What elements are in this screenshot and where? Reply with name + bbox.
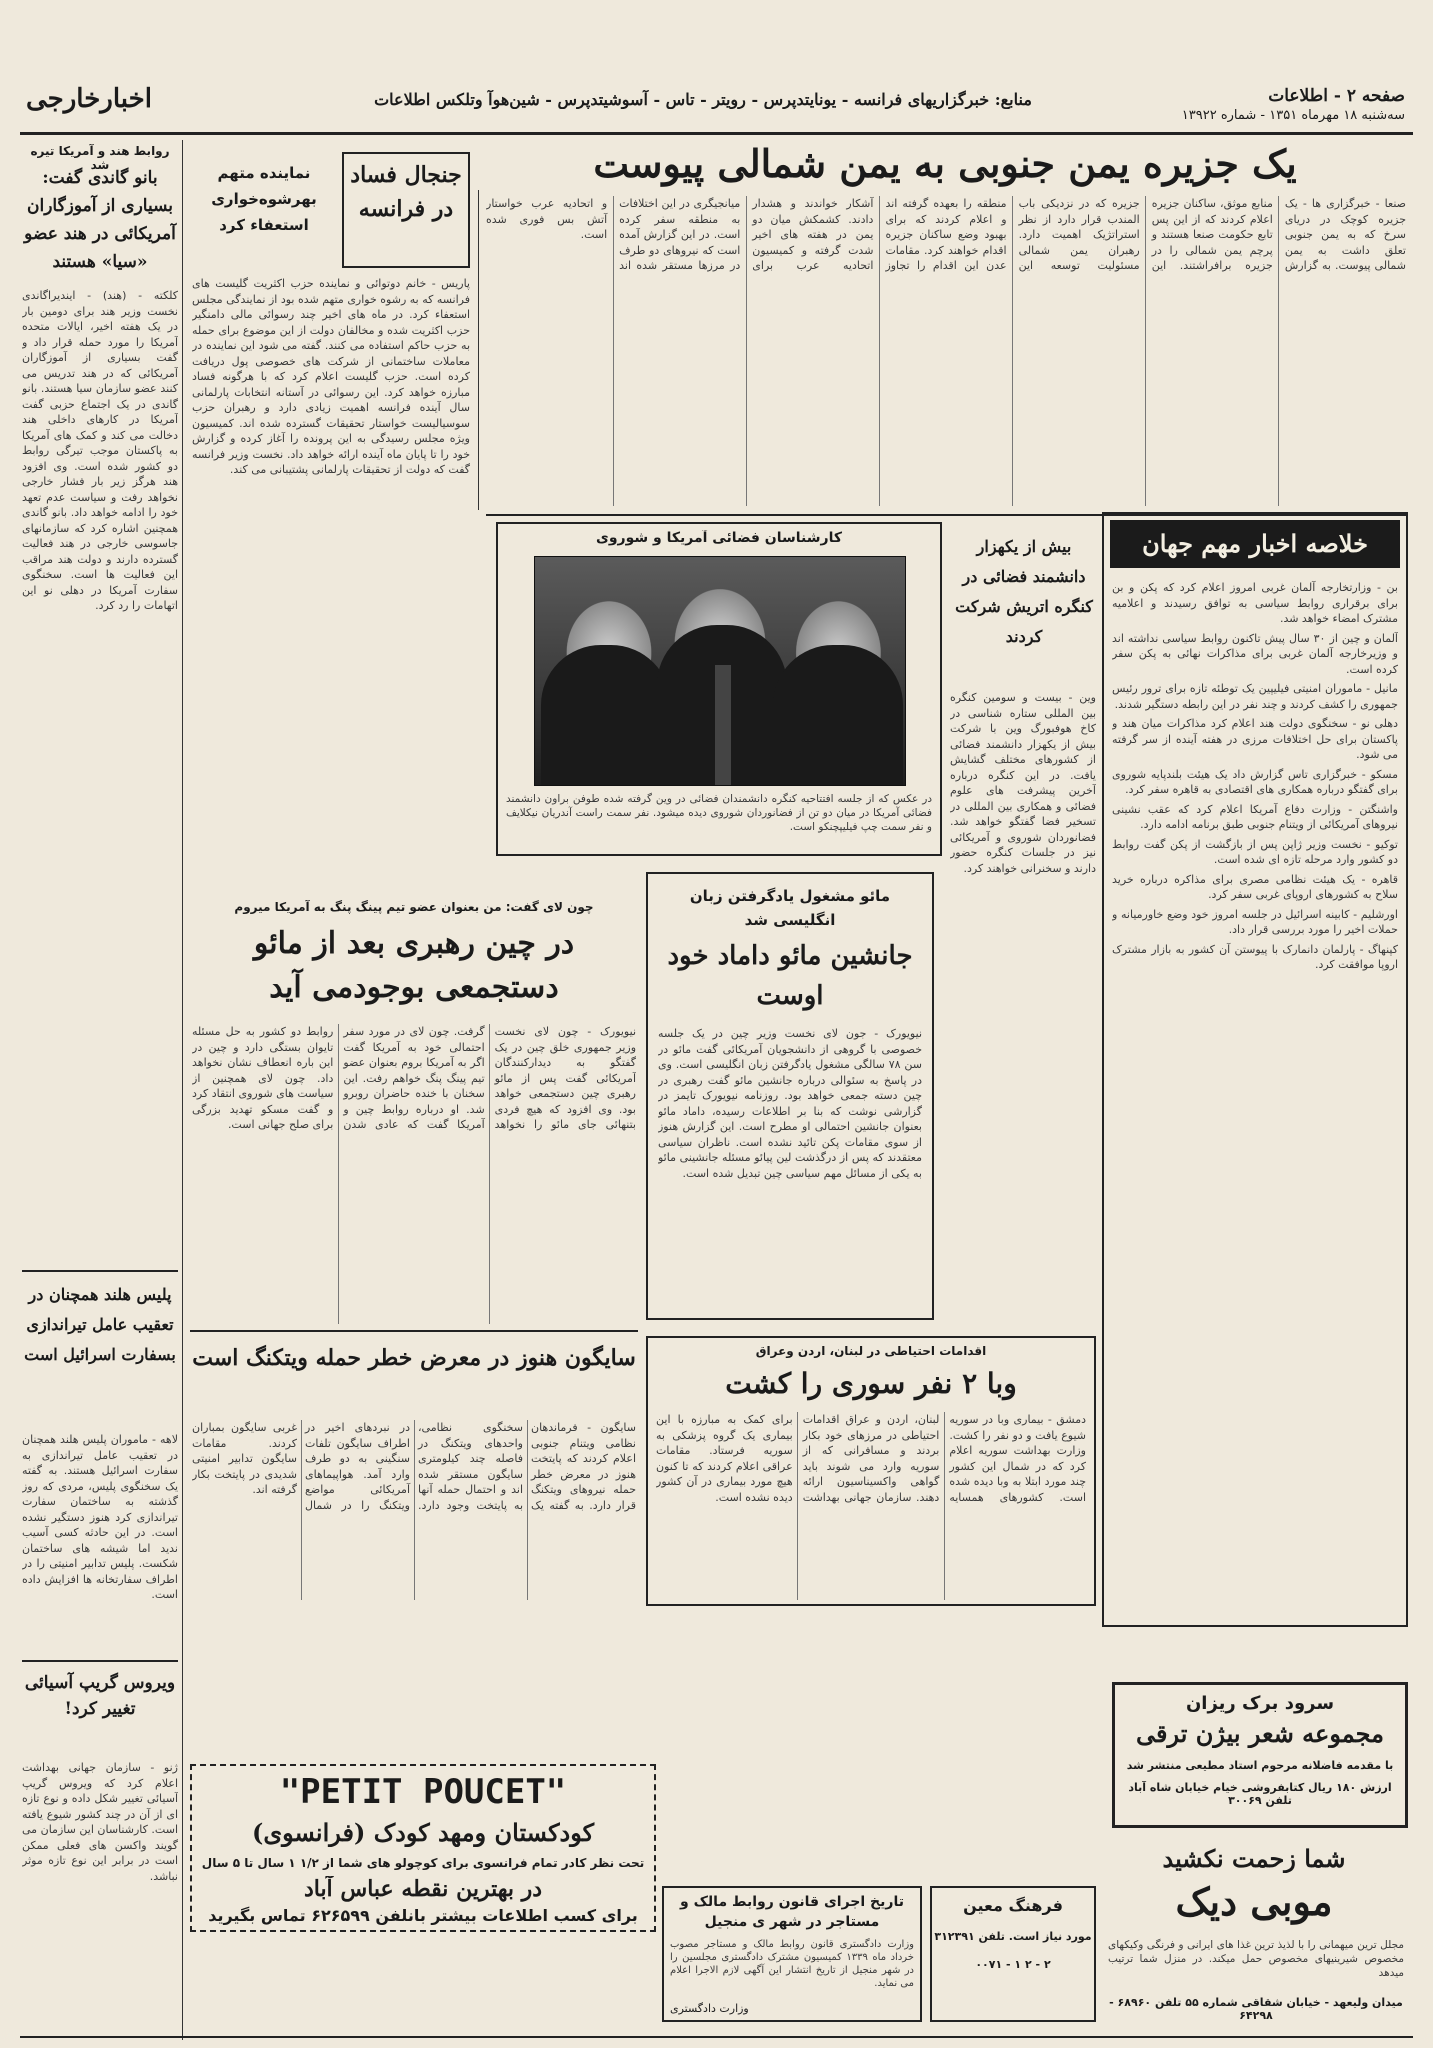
- petit-poucet-line1: تحت نظر کادر تمام فرانسوی برای کوچولو های شما از ۱/۲ ۱ سال تا ۵ سال: [201, 1856, 645, 1870]
- france-headline: نماینده متهم بهرشوه‌خواری استعفاء کرد: [211, 164, 317, 234]
- farhang-moein-ad: [930, 1886, 1096, 2022]
- poem-price: ارزش ۱۸۰ ریال کتابفروشی خیام خیابان شاه آباد تلفن ۳۰۰۶۹: [1128, 1781, 1392, 1807]
- left-column: [22, 140, 178, 2040]
- moby-top: شما زحمت نکشید: [1162, 1844, 1346, 1873]
- world-news-summary: [1102, 512, 1408, 1627]
- space-body: وین - بیست و سومین کنگره بین المللی ستاره شناسی در کاخ هوفبورگ وین با شرکت بیش از یکهزار دانشمند فضائی از کشورهای مختلف گشایش یافت. در این کنگره درباره آخرین پیشرفت های علوم فضائی و همکاری بین المللی در تسخیر فضا گفتگو خواهد شد. فضانوردان شوروی و آمریکائی نیز در جلسات کنگره حضور دارند و سخنرانی خواهند کرد.: [950, 691, 1096, 875]
- poem-book-name: مجموعه شعر بیژن ترقی: [1136, 1719, 1384, 1748]
- moby-address: میدان ولیعهد - خیابان شقاقی شماره ۵۵ تلفن ۶۸۹۶۰ - ۶۴۲۹۸: [1109, 1996, 1403, 2022]
- masthead: [20, 82, 1413, 130]
- cholera-headline: وبا ۲ نفر سوری را کشت: [725, 1367, 1017, 1400]
- page-label: صفحه ۲ - اطلاعات: [1268, 86, 1405, 106]
- summary-title: خلاصه اخبار مهم جهان: [1110, 520, 1400, 568]
- mao-headline: جانشین مائو داماد خود اوست: [667, 941, 913, 1011]
- masthead-rule: [20, 132, 1413, 135]
- rent-law-notice: [662, 1886, 922, 2022]
- lead-body: صنعا - خبرگزاری ها - یک جزیره کوچک در دریای سرخ که به یمن جنوبی تعلق داشت به یمن شمالی پیوست. به گزارش منابع موثق، ساکنان جزیره اعلام کردند که از این پس تابع حکومت صنعا هستند و پرچم یمن شمالی را در جزیره برافراشتند. این جزیره که در نزدیکی باب المندب قرار دارد از نظر استراتژیک اهمیت دارد. رهبران یمن شمالی مسئولیت توسعه این منطقه را بعهده گرفته اند و اعلام کردند که برای بهبود وضع ساکنان جزیره اقدام خواهند کرد. مقامات عدن این اقدام را تجاوز آشکار خواندند و هشدار دادند. کشمکش میان دو یمن در هفته های اخیر شدت گرفته و کمیسیون اتحادیه عرب برای میانجیگری در این اختلافات به منطقه سفر کرده است. در این گزارش آمده است که نیروهای دو طرف در مرزها مستقر شده اند و اتحادیه عرب خواستار آتش بس فوری شده است.: [486, 197, 1406, 272]
- left-col-divider: [182, 140, 183, 2040]
- summary-item: کپنهاگ - پارلمان دانمارک با پیوستن آن کشور به بازار مشترک اروپا موافقت کرد.: [1112, 942, 1398, 971]
- date-line: سه‌شنبه ۱۸ مهرماه ۱۳۵۱ - شماره ۱۳۹۲۲: [1181, 108, 1405, 123]
- poem-title: سرود برک ریزان: [1185, 1693, 1335, 1714]
- summary-item: آلمان و چین از ۳۰ سال پیش تاکنون روابط سیاسی نداشته اند و وزیرخارجه آلمان غربی برای مذاکرات نهائی به پکن سفر کرده است.: [1112, 631, 1398, 676]
- section-title: اخبارخارجی: [26, 84, 152, 114]
- space-photo-caption: در عکس که از جلسه افتتاحیه کنگره دانشمندان فضائی در وین گرفته شده طوفن براون دانشمند فضائی آمریکا در میان دو تن از فضانوردان شوروی دیده میشود. نفر سمت راست آندریان نیکلایف و نفر سمت چپ فیلیپچنکو است.: [506, 793, 932, 833]
- news-sources: منابع: خبرگزاریهای فرانسه - یونایتدپرس - رویتر - تاس - آسوشیتدپرس - شین‌هوآ وتلکس اطلاعات: [374, 90, 1032, 109]
- summary-item: دهلی نو - سخنگوی دولت هند اعلام کرد مذاکرات میان هند و پاکستان برای حل اختلافات مرزی در هفته آینده از سر گرفته می شود.: [1112, 717, 1398, 761]
- bottom-rule: [20, 2036, 1413, 2038]
- india-kicker: روابط هند و آمریکا تیره شد: [30, 144, 170, 172]
- dutch-police-headline: پلیس هلند همچنان در تعقیب عامل تیراندازی بسفارت اسرائیل است: [24, 1285, 176, 1364]
- summary-item: واشنگتن - وزارت دفاع آمریکا اعلام کرد که عقب نشینی نیروهای آمریکائی از ویتنام جنوبی طبق برنامه ادامه دارد.: [1112, 802, 1398, 831]
- china-kicker: چون لای گفت: من بعنوان عضو تیم پینگ پنگ به آمریکا میروم: [234, 900, 594, 914]
- petit-poucet-line2: در بهترین نقطه عباس آباد: [303, 1876, 543, 1902]
- space-headline: بیش از یکهزار دانشمند فضائی در کنگره اتریش شرکت کردند: [955, 537, 1093, 646]
- farhang-numbers: ۲ - ۲ ۱ - ۰۰۷۱: [975, 1958, 1051, 1971]
- rent-law-body: وزارت دادگستری قانون روابط مالک و مستاجر مصوب خرداد ماه ۱۳۳۹ کمیسیون مشترک دادگستری مجلسین را در شهر منجیل از تاریخ انتشار این آگهی لازم الاجرا اعلام می نماید.: [670, 1939, 914, 1989]
- mao-kicker: مائو مشغول یادگرفتن زبان انگلیسی شد: [689, 887, 891, 929]
- summary-item: مانیل - ماموران امنیتی فیلیپین یک توطئه تازه برای ترور رئیس جمهوری را کشف کردند و چند نفر در این رابطه دستگیر شدند.: [1112, 682, 1398, 711]
- india-body: کلکته - (هند) - ایندیراگاندی نخست وزیر هند برای دومین بار در یک هفته اخیر، ایالات متحده آمریکا را مورد حمله قرار داد و گفت بسیاری از آموزگاران آمریکائی که در هند تدریس می کنند عضو سازمان سیا هستند. بانو گاندی در یک اجتماع حزبی گفت آمریکا در کارهای داخلی هند دخالت می کند و کمک های آمریکا به پاکستان موجب تیرگی روابط دو کشور شده است. وی افزود هند هرگز زیر بار فشار خارجی نخواهد رفت و سیاست عدم تعهد خود را ادامه خواهد داد. بانو گاندی همچنین اشاره کرد که سازمانهای جاسوسی خارجی در هند فعالیت گسترده دارند و دولت هند مراقب این فعالیت ها است. سخنگوی سفارت آمریکا در دهلی نو این اتهامات را رد کرد.: [22, 289, 178, 612]
- poem-body: با مقدمه فاضلانه مرحوم استاد مطیعی منتشر شد: [1126, 1759, 1394, 1772]
- petit-poucet-ad: [190, 1764, 656, 1932]
- france-box: [342, 152, 470, 268]
- saigon-body: سایگون - فرماندهان نظامی ویتنام جنوبی اعلام کردند که پایتخت هنوز در معرض خطر حمله نیروهای ویتکنگ قرار دارد. به گفته یک سخنگوی نظامی، واحدهای ویتکنگ در فاصله چند کیلومتری سایگون مستقر شده اند و احتمال حمله آنها به پایتخت وجود دارد. در نبردهای اخیر در اطراف سایگون تلفات سنگینی به دو طرف وارد آمد. هواپیماهای آمریکائی مواضع ویتکنگ را در شمال غربی سایگون بمباران کردند. مقامات سایگون تدابیر امنیتی شدیدی در پایتخت بکار گرفته اند.: [192, 1421, 636, 1512]
- lead-headline: یک جزیره یمن جنوبی به یمن شمالی پیوست: [593, 141, 1297, 186]
- petit-poucet-phone: برای کسب اطلاعات بیشتر بانلفن ۶۲۶۵۹۹ تماس بگیرید: [208, 1906, 638, 1925]
- space-body-cont: [942, 980, 1096, 1320]
- france-box-title: جنجال فساد در فرانسه: [350, 162, 462, 222]
- petit-poucet-title: "PETIT POUCET": [279, 1772, 567, 1812]
- cholera-box: [646, 1336, 1096, 1606]
- france-divider: [478, 190, 479, 510]
- china-body: نیویورک - چون لای نخست وزیر جمهوری خلق چین در یک گفتگو به دیدارکنندگان آمریکائی گفت پس از مائو رهبری چین دستجمعی خواهد بود. وی افزود که هیچ فردی بتنهائی جای مائو را نخواهد گرفت. چون لای در مورد سفر احتمالی خود به آمریکا گفت اگر به آمریکا بروم بعنوان عضو تیم پینگ پنگ خواهم رفت. این سخنان با خنده حاضران روبرو شد. او درباره روابط چین و آمریکا گفت که عادی شدن روابط دو کشور به حل مسئله تایوان بستگی دارد و چین در این باره انعطاف نشان نخواهد داد. چون لای همچنین از سیاست های شوروی انتقاد کرد و گفت مسکو تهدید بزرگی برای صلح جهانی است.: [192, 1025, 636, 1131]
- saigon-headline: سایگون هنوز در معرض خطر حمله ویتکنگ است: [192, 1345, 636, 1371]
- summary-list: [1112, 580, 1398, 1620]
- dutch-police-body: لاهه - ماموران پلیس هلند همچنان در تعقیب عامل تیراندازی به سفارت اسرائیل هستند. به گفته یک سخنگوی پلیس، مردی که روز گذشته به ساختمان سفارت تیراندازی کرد هنوز دستگیر نشده است. در این حادثه کسی آسیب ندید اما شیشه های ساختمان شکست. پلیس تدابیر امنیتی را در اطراف سفارتخانه ها افزایش داده است.: [22, 1433, 178, 1601]
- flu-headline: ویروس گریپ آسیائی تغییر کرد!: [24, 1673, 176, 1719]
- summary-item: اورشلیم - کابینه اسرائیل در جلسه امروز خود وضع خاورمیانه و حملات اخیر را مورد بررسی قرار داد.: [1112, 907, 1398, 936]
- farhang-body: مورد نیاز است. تلفن ۳۱۲۳۹۱: [934, 1930, 1092, 1943]
- left-rule-2: [22, 1660, 178, 1662]
- rent-law-title: تاریخ اجرای قانون روابط مالک و مستاجر در شهر ی منجیل: [680, 1894, 904, 1930]
- india-headline: بانو گاندی گفت: بسیاری از آموزگاران آمریکائی در هند عضو «سیا» هستند: [24, 168, 176, 272]
- space-photo: [534, 556, 906, 786]
- space-photo-box: [496, 522, 942, 856]
- moby-body: مجلل ترین میهمانی را با لذیذ ترین غذا های ایرانی و فرنگی وکیکهای مخصوص شیرینیهای مخصوص حمل میکند. در منزل شما ترتیب میدهد: [1108, 1939, 1404, 1979]
- space-photo-title: کارشناسان فضائی آمریکا و شوروی: [596, 530, 842, 546]
- flu-body: ژنو - سازمان جهانی بهداشت اعلام کرد که ویروس گریپ آسیائی تغییر شکل داده و نوع تازه ای از آن در چند کشور شیوع یافته است. کارشناسان این سازمان می گویند واکسن های فعلی ممکن است در برابر این نوع تازه موثر نباشد.: [22, 1761, 178, 1883]
- summary-item: قاهره - یک هیئت نظامی مصری برای مذاکره درباره خرید سلاح به کشورهای اروپای غربی سفر کرد.: [1112, 872, 1398, 901]
- farhang-title: فرهنگ معین: [963, 1896, 1063, 1915]
- left-rule-1: [22, 1270, 178, 1272]
- summary-item: بن - وزارتخارجه آلمان غربی امروز اعلام کرد که پکن و بن برای برقراری روابط سیاسی به توافق رسیدند و اعلامیه مشترک امضاء خواهد شد.: [1112, 581, 1398, 625]
- china-bottom-rule: [190, 1330, 638, 1332]
- summary-item: مسکو - خبرگزاری تاس گزارش داد یک هیئت بلندپایه شوروی برای گفتگو درباره همکاری های اقتصادی به قاهره سفر کرد.: [1112, 767, 1398, 796]
- china-headline: در چین رهبری بعد از مائو دستجمعی بوجودمی آید: [253, 926, 575, 1005]
- france-body: پاریس - خانم دوتوائی و نماینده حزب اکثریت گلیست های فرانسه که به رشوه خواری متهم شده بود از نمایندگی مجلس استعفاء کرد. در ماه های اخیر چند رسوائی مالی دامنگیر حزب اکثریت شده و مخالفان دولت از این موضوع برای حمله به حزب حاکم استفاده می کنند. گفته می شود این نماینده در معاملات ساختمانی از شرکت های خصوصی پول دریافت کرده است. حزب گلیست اعلام کرد که با هرگونه فساد مبارزه خواهد کرد. این رسوائی در آستانه انتخابات پارلمانی سال آینده فرانسه اهمیت زیادی دارد و رهبران حزب سوسیالیست خواستار تحقیقات گسترده شده اند. کمیسیون ویژه مجلس رسیدگی به این پرونده را آغاز کرده و گزارش خود را تا پایان ماه آینده ارائه خواهد داد. نخست وزیر فرانسه گفت که دولت از تحقیقات پارلمانی پشتیبانی می کند.: [192, 277, 470, 476]
- poetry-book-ad: [1112, 1682, 1408, 1828]
- rent-law-footer: وزارت دادگستری: [670, 2002, 749, 2015]
- moby-dick-ad: [1104, 1842, 1408, 2032]
- summary-item: توکیو - نخست وزیر ژاپن پس از بازگشت از پکن گفت روابط دو کشور وارد مرحله تازه ای شده است.: [1112, 837, 1398, 866]
- moby-name: موبی دیک: [1175, 1879, 1333, 1924]
- cholera-body: دمشق - بیماری وبا در سوریه شیوع یافت و دو نفر را کشت. وزارت بهداشت سوریه اعلام کرد که در شمال این کشور چند مورد ابتلا به وبا دیده شده است. کشورهای همسایه لبنان، اردن و عراق اقدامات احتیاطی در مرزهای خود بکار بردند و مسافرانی که از سوریه وارد می شوند باید گواهی واکسیناسیون ارائه دهند. سازمان جهانی بهداشت برای کمک به مبارزه با این بیماری یک گروه پزشکی به سوریه فرستاد. مقامات عراقی اعلام کردند که تا کنون هیچ مورد بیماری در آن کشور دیده نشده است.: [656, 1413, 1086, 1504]
- cholera-kicker: اقدامات احتیاطی در لبنان، اردن وعراق: [755, 1344, 987, 1358]
- mao-box: [646, 872, 934, 1320]
- mao-body: نیویورک - جون لای نخست وزیر چین در یک جلسه خصوصی با گروهی از دانشجویان آمریکائی گفت مائو در سن ۷۸ سالگی مشغول یادگرفتن زبان انگلیسی است. وی در پاسخ به سئوالی درباره جانشین مائو گفت رهبری در چین دسته جمعی خواهد بود. روزنامه نیویورک تایمز در گزارشی نوشت که بنا بر اطلاعات رسیده، داماد مائو بعنوان جانشین احتمالی او مطرح است. این گزارش هنوز از سوی مقامات پکن تائید نشده است. ناظران سیاسی معتقدند که پس از درگذشت لین پیائو مسئله جانشینی مائو به یکی از مسائل مهم سیاسی چین تبدیل شده است.: [658, 1027, 922, 1180]
- petit-poucet-sub: کودکستان ومهد کودک (فرانسوی): [251, 1818, 595, 1847]
